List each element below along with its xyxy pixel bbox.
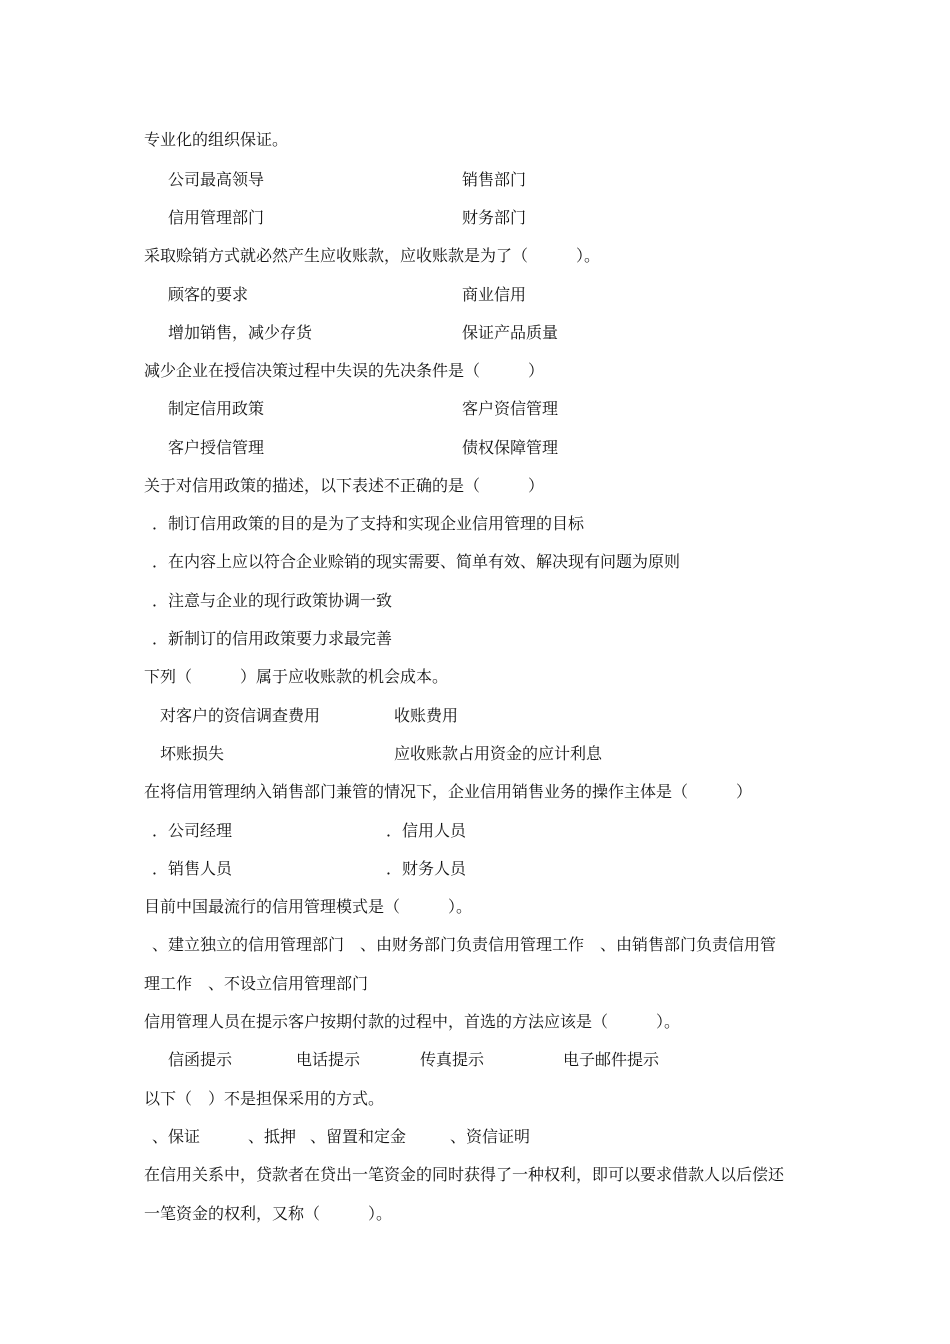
option-c: ．注意与企业的现行政策协调一致 [152, 591, 393, 610]
option-c: 坏账损失 [160, 744, 225, 763]
option-b: ．信用人员 [386, 821, 467, 840]
question-stem-continued: 一笔资金的权利，又称（ ）。 [144, 1204, 393, 1223]
option-a: 制定信用政策 [168, 399, 265, 418]
option-b: 、抵押 [248, 1127, 297, 1146]
option-b: 电话提示 [296, 1050, 361, 1069]
option-d: ．财务人员 [386, 859, 467, 878]
question-stem: 信用管理人员在提示客户按期付款的过程中，首选的方法应该是（ ）。 [144, 1012, 681, 1031]
option-b: 收账费用 [394, 706, 459, 725]
option-c: ．销售人员 [152, 859, 233, 878]
question-stem: 采取赊销方式就必然产生应收账款，应收账款是为了（ ）。 [144, 246, 601, 265]
question-stem: 在将信用管理纳入销售部门兼管的情况下，企业信用销售业务的操作主体是（ ） [144, 782, 753, 801]
option-d: 、资信证明 [450, 1127, 531, 1146]
option-b: 客户资信管理 [462, 399, 559, 418]
option-d: 保证产品质量 [462, 323, 559, 342]
option-a: 顾客的要求 [168, 285, 249, 304]
option-b: 销售部门 [462, 170, 527, 189]
question-stem: 以下（ ）不是担保采用的方式。 [144, 1089, 385, 1108]
option-b: ．在内容上应以符合企业赊销的现实需要、简单有效、解决现有问题为原则 [152, 552, 681, 571]
option-c: 客户授信管理 [168, 438, 265, 457]
option-d: 财务部门 [462, 208, 527, 227]
option-a: ．制订信用政策的目的是为了支持和实现企业信用管理的目标 [152, 514, 585, 533]
option-c: 传真提示 [420, 1050, 485, 1069]
question-stem: 减少企业在授信决策过程中失误的先决条件是（ ） [144, 361, 545, 380]
option-d: ．新制订的信用政策要力求最完善 [152, 629, 393, 648]
option-b: 商业信用 [462, 285, 527, 304]
option-c: 信用管理部门 [168, 208, 265, 227]
option-d: 债权保障管理 [462, 438, 559, 457]
option-a: 公司最高领导 [168, 170, 265, 189]
question-stem: 目前中国最流行的信用管理模式是（ ）。 [144, 897, 473, 916]
option-a: 信函提示 [168, 1050, 233, 1069]
question-stem: 关于对信用政策的描述，以下表述不正确的是（ ） [144, 476, 545, 495]
question-stem: 下列（ ）属于应收账款的机会成本。 [144, 667, 449, 686]
question-stem: 专业化的组织保证。 [144, 130, 289, 149]
option-c: 、留置和定金 [310, 1127, 407, 1146]
options-line: 、建立独立的信用管理部门 、由财务部门负责信用管理工作 、由销售部门负责信用管 [152, 935, 777, 954]
option-d: 电子邮件提示 [563, 1050, 660, 1069]
option-a: 、保证 [152, 1127, 201, 1146]
option-d: 应收账款占用资金的应计利息 [394, 744, 603, 763]
option-a: 对客户的资信调查费用 [160, 706, 321, 725]
option-a: ．公司经理 [152, 821, 233, 840]
question-stem: 在信用关系中，贷款者在贷出一笔资金的同时获得了一种权利，即可以要求借款人以后偿还 [144, 1165, 785, 1184]
options-line: 理工作 、不设立信用管理部门 [144, 974, 369, 993]
option-c: 增加销售，减少存货 [168, 323, 313, 342]
